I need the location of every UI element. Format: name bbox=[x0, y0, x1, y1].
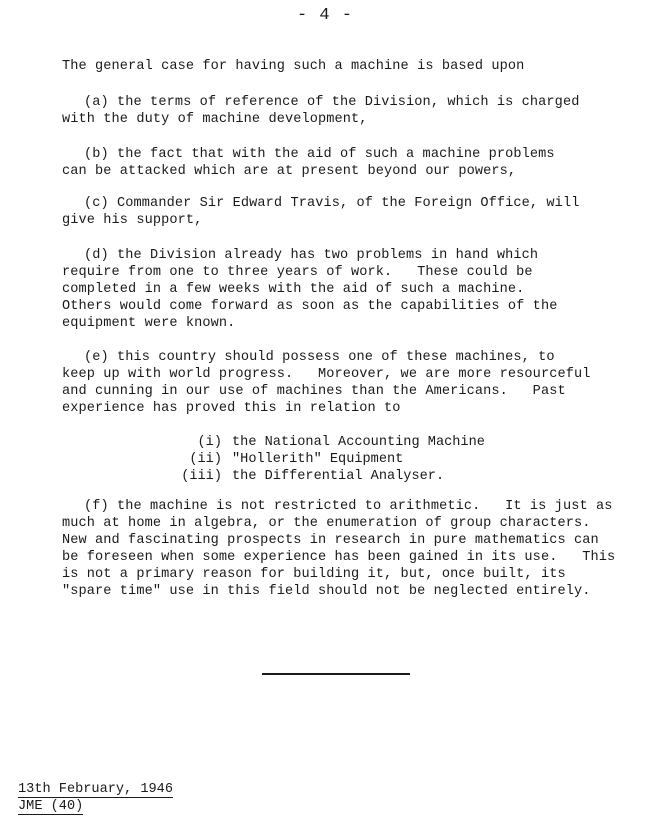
paragraph-f bbox=[62, 498, 632, 600]
paragraph-line: (a) the terms of reference of the Division, which is charged bbox=[84, 95, 580, 110]
paragraph-line: experience has proved this in relation to bbox=[62, 401, 401, 416]
paragraph-line: with the duty of machine development, bbox=[62, 112, 368, 127]
document-footer bbox=[18, 781, 173, 815]
list-item-text: the National Accounting Machine bbox=[232, 435, 485, 450]
paragraph-d bbox=[62, 247, 632, 332]
paragraph-c bbox=[62, 195, 632, 229]
paragraph-line: equipment were known. bbox=[62, 316, 236, 331]
paragraph-line: New and fascinating prospects in research in pure mathematics can bbox=[62, 533, 599, 548]
paragraph-line: be foreseen when some experience has been gained in its use. This bbox=[62, 550, 616, 565]
paragraph-line: and cunning in our use of machines than the Americans. Past bbox=[62, 384, 566, 399]
paragraph-line: give his support, bbox=[62, 213, 203, 228]
paragraph-e bbox=[62, 349, 632, 417]
intro-paragraph bbox=[62, 58, 632, 75]
section-divider bbox=[262, 673, 410, 675]
paragraph-line: (e) this country should possess one of these machines, to bbox=[84, 350, 555, 365]
paragraph-line: (b) the fact that with the aid of such a machine problems bbox=[84, 147, 555, 162]
document-date: 13th February, 1946 bbox=[18, 782, 173, 797]
paragraph-line: "spare time" use in this field should not be neglected entirely. bbox=[62, 584, 591, 599]
paragraph-line: (d) the Division already has two problems in hand which bbox=[84, 248, 539, 263]
list-item bbox=[160, 434, 580, 451]
intro-line: The general case for having such a machine is based upon bbox=[62, 59, 525, 74]
paragraph-line: much at home in algebra, or the enumeration of group characters. bbox=[62, 516, 591, 531]
paragraph-line: Others would come forward as soon as the capabilities of the bbox=[62, 299, 558, 314]
page-number: - 4 - bbox=[296, 6, 353, 25]
paragraph-line: is not a primary reason for building it, but, once built, its bbox=[62, 567, 566, 582]
list-item-number: (iii) bbox=[181, 469, 222, 484]
list-item-number: (i) bbox=[197, 435, 222, 450]
machine-list bbox=[160, 434, 580, 485]
paragraph-line: keep up with world progress. Moreover, we are more resourceful bbox=[62, 367, 591, 382]
paragraph-line: completed in a few weeks with the aid of such a machine. bbox=[62, 282, 525, 297]
list-item bbox=[160, 468, 580, 485]
list-item-text: "Hollerith" Equipment bbox=[232, 452, 404, 467]
list-item-text: the Differential Analyser. bbox=[232, 469, 445, 484]
list-item-number: (ii) bbox=[189, 452, 222, 467]
paragraph-line: (f) the machine is not restricted to arithmetic. It is just as bbox=[84, 499, 613, 514]
document-reference: JME (40) bbox=[18, 799, 84, 814]
paragraph-a bbox=[62, 94, 632, 128]
paragraph-line: can be attacked which are at present beyond our powers, bbox=[62, 164, 517, 179]
paragraph-line: (c) Commander Sir Edward Travis, of the Foreign Office, will bbox=[84, 196, 580, 211]
paragraph-line: require from one to three years of work. These could be bbox=[62, 265, 533, 280]
list-item bbox=[160, 451, 580, 468]
paragraph-b bbox=[62, 146, 632, 180]
